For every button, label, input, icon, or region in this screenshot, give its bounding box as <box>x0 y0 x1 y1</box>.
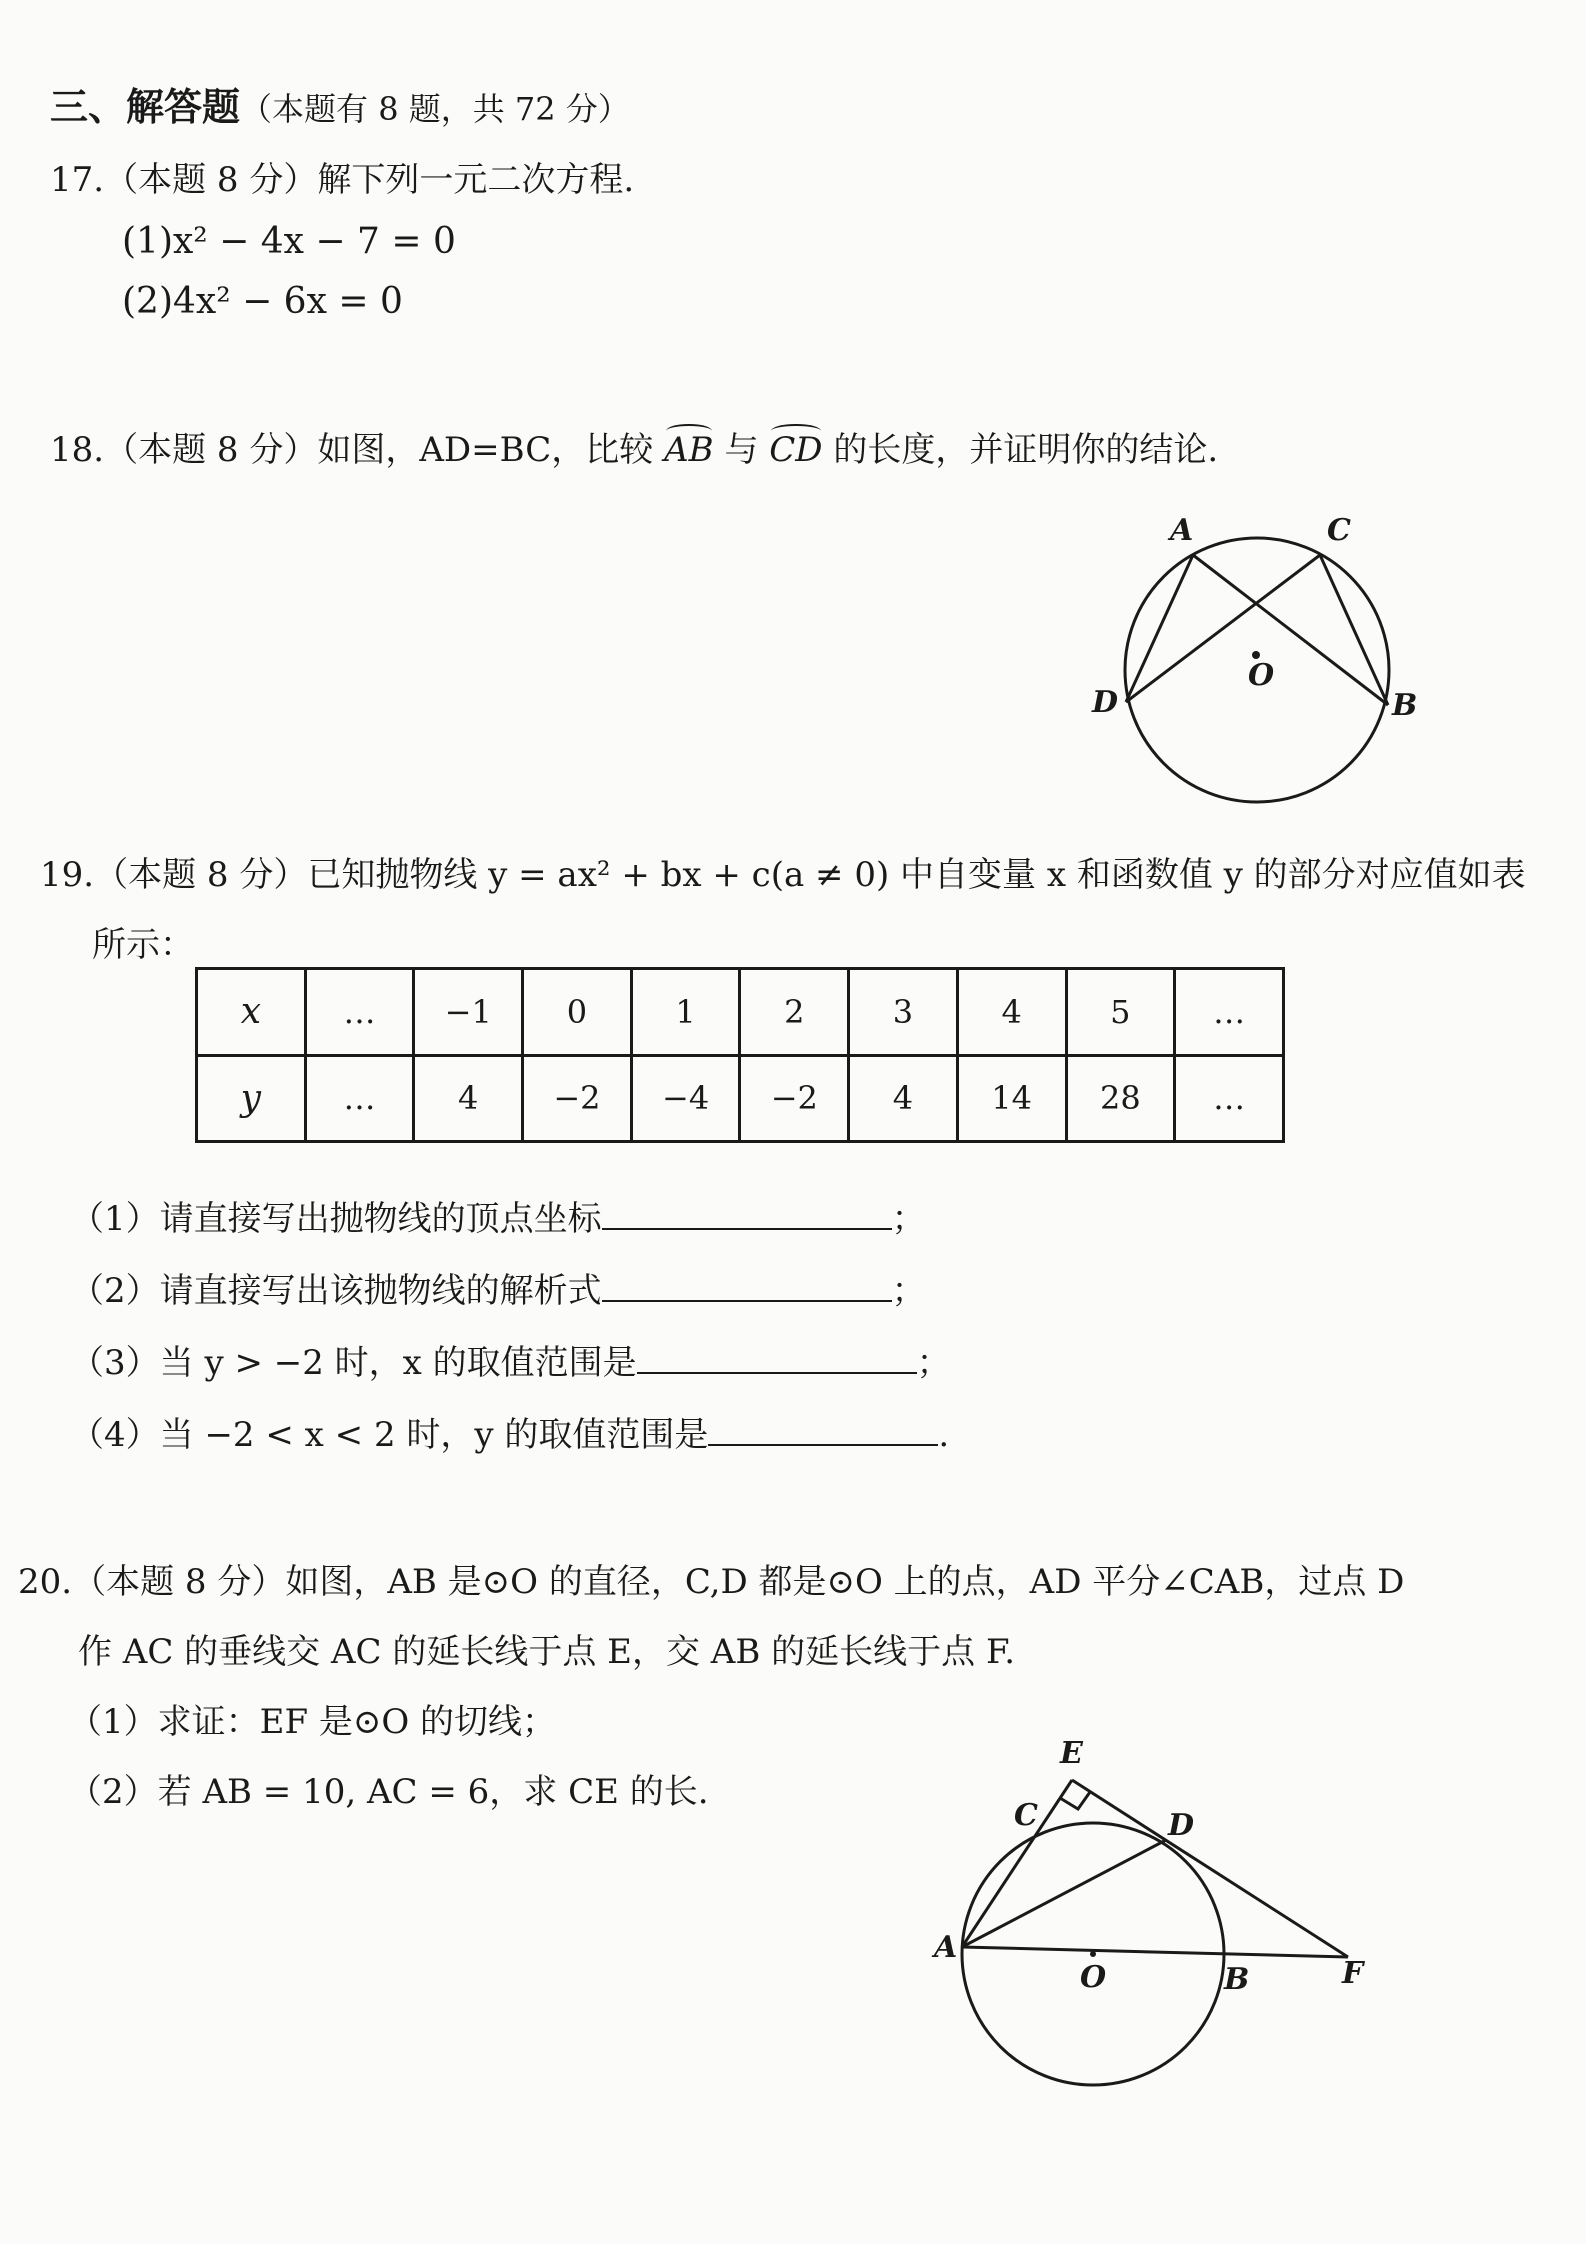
right-angle-mark <box>1060 1792 1090 1809</box>
label-d: D <box>1092 685 1119 720</box>
q19-part-1 <box>70 1198 926 1240</box>
q20-part-2: （2）若 AB = 10, AC = 6，求 CE 的长. <box>68 1772 709 1812</box>
table-cell: … <box>305 1055 414 1142</box>
table-cell: 3 <box>849 969 958 1056</box>
section-title: 三、解答题 <box>50 84 241 129</box>
table-cell: x <box>197 969 306 1056</box>
table-cell: −2 <box>740 1055 849 1142</box>
table-cell: 0 <box>523 969 632 1056</box>
label-c: C <box>1327 513 1351 548</box>
table-cell: −1 <box>414 969 523 1056</box>
q18-question <box>50 430 1218 471</box>
table-cell: … <box>1175 1055 1284 1142</box>
section-header <box>50 84 630 130</box>
label-c: C <box>1014 1798 1038 1833</box>
segment-ad <box>962 1840 1166 1947</box>
q19-part-1-end: ； <box>891 1199 926 1239</box>
chord-cb <box>1320 555 1388 705</box>
q19-part-2 <box>70 1270 926 1312</box>
q19-header-cont: 所示： <box>92 925 194 965</box>
table-cell: −4 <box>631 1055 740 1142</box>
q18-mid: 与 <box>724 430 759 470</box>
table-row-y <box>197 1055 1284 1142</box>
table-cell: −2 <box>523 1055 632 1142</box>
answer-blank-3[interactable] <box>637 1342 917 1374</box>
table-cell: y <box>197 1055 306 1142</box>
arc-ab-label: AB <box>664 430 714 470</box>
label-b: B <box>1392 688 1418 723</box>
q19-part-1-text: （1）请直接写出抛物线的顶点坐标 <box>70 1199 602 1239</box>
table-cell: 1 <box>631 969 740 1056</box>
label-o: O <box>1248 658 1275 693</box>
label-o: O <box>1080 1960 1107 1995</box>
table-cell: 5 <box>1066 969 1175 1056</box>
center-dot <box>1090 1951 1096 1957</box>
table-cell: 28 <box>1066 1055 1175 1142</box>
table-cell: … <box>305 969 414 1056</box>
table-cell: 4 <box>849 1055 958 1142</box>
q17-equation-2: (2)4x² − 6x = 0 <box>122 281 403 322</box>
table-cell: 2 <box>740 969 849 1056</box>
answer-blank-4[interactable] <box>708 1414 938 1446</box>
q19-part-2-end: ； <box>891 1271 926 1311</box>
answer-blank-2[interactable] <box>602 1270 892 1302</box>
label-b: B <box>1224 1962 1250 1997</box>
q19-part-3-text: （3）当 y > −2 时，x 的取值范围是 <box>70 1343 637 1383</box>
label-d: D <box>1168 1808 1195 1843</box>
q20-part-1: （1）求证：EF 是⊙O 的切线； <box>68 1702 557 1742</box>
table-row-x <box>197 969 1284 1056</box>
table-cell: … <box>1175 969 1284 1056</box>
q18-circle-figure <box>1080 505 1440 825</box>
chord-ad <box>1126 555 1193 702</box>
q19-header: 19.（本题 8 分）已知抛物线 y = ax² + bx + c(a ≠ 0) 中自变量 x 和函数值 y 的部分对应值如表 <box>40 855 1526 895</box>
value-table <box>195 967 1285 1143</box>
table-cell: 4 <box>414 1055 523 1142</box>
label-f: F <box>1342 1956 1364 1991</box>
q19-part-4-end: . <box>938 1415 950 1455</box>
label-a: A <box>1170 513 1194 548</box>
q19-part-3 <box>70 1342 951 1384</box>
q19-part-3-end: ； <box>916 1343 951 1383</box>
segment-af <box>962 1947 1348 1957</box>
q20-line-2: 作 AC 的垂线交 AC 的延长线于点 E，交 AB 的延长线于点 F. <box>78 1632 1016 1672</box>
table-cell: 14 <box>957 1055 1066 1142</box>
q17-equation-1: (1)x² − 4x − 7 = 0 <box>122 221 456 262</box>
label-e: E <box>1060 1736 1083 1771</box>
label-a: A <box>934 1930 958 1965</box>
q18-suffix: 的长度，并证明你的结论. <box>833 430 1219 470</box>
arc-cd-label: CD <box>769 430 823 470</box>
q20-tangent-figure <box>930 1735 1370 2095</box>
q19-part-4-text: （4）当 −2 < x < 2 时，y 的取值范围是 <box>70 1415 709 1455</box>
q20-line-1: 20.（本题 8 分）如图，AB 是⊙O 的直径，C,D 都是⊙O 上的点，AD 平分∠CAB，过点 D <box>18 1562 1405 1602</box>
q19-part-2-text: （2）请直接写出该抛物线的解析式 <box>70 1271 602 1311</box>
q18-prefix: 18.（本题 8 分）如图，AD=BC，比较 <box>50 430 654 470</box>
q19-part-4 <box>70 1414 949 1456</box>
section-note: （本题有 8 题，共 72 分） <box>240 90 630 128</box>
table-cell: 4 <box>957 969 1066 1056</box>
q17-header: 17.（本题 8 分）解下列一元二次方程. <box>50 160 635 200</box>
answer-blank-1[interactable] <box>602 1198 892 1230</box>
